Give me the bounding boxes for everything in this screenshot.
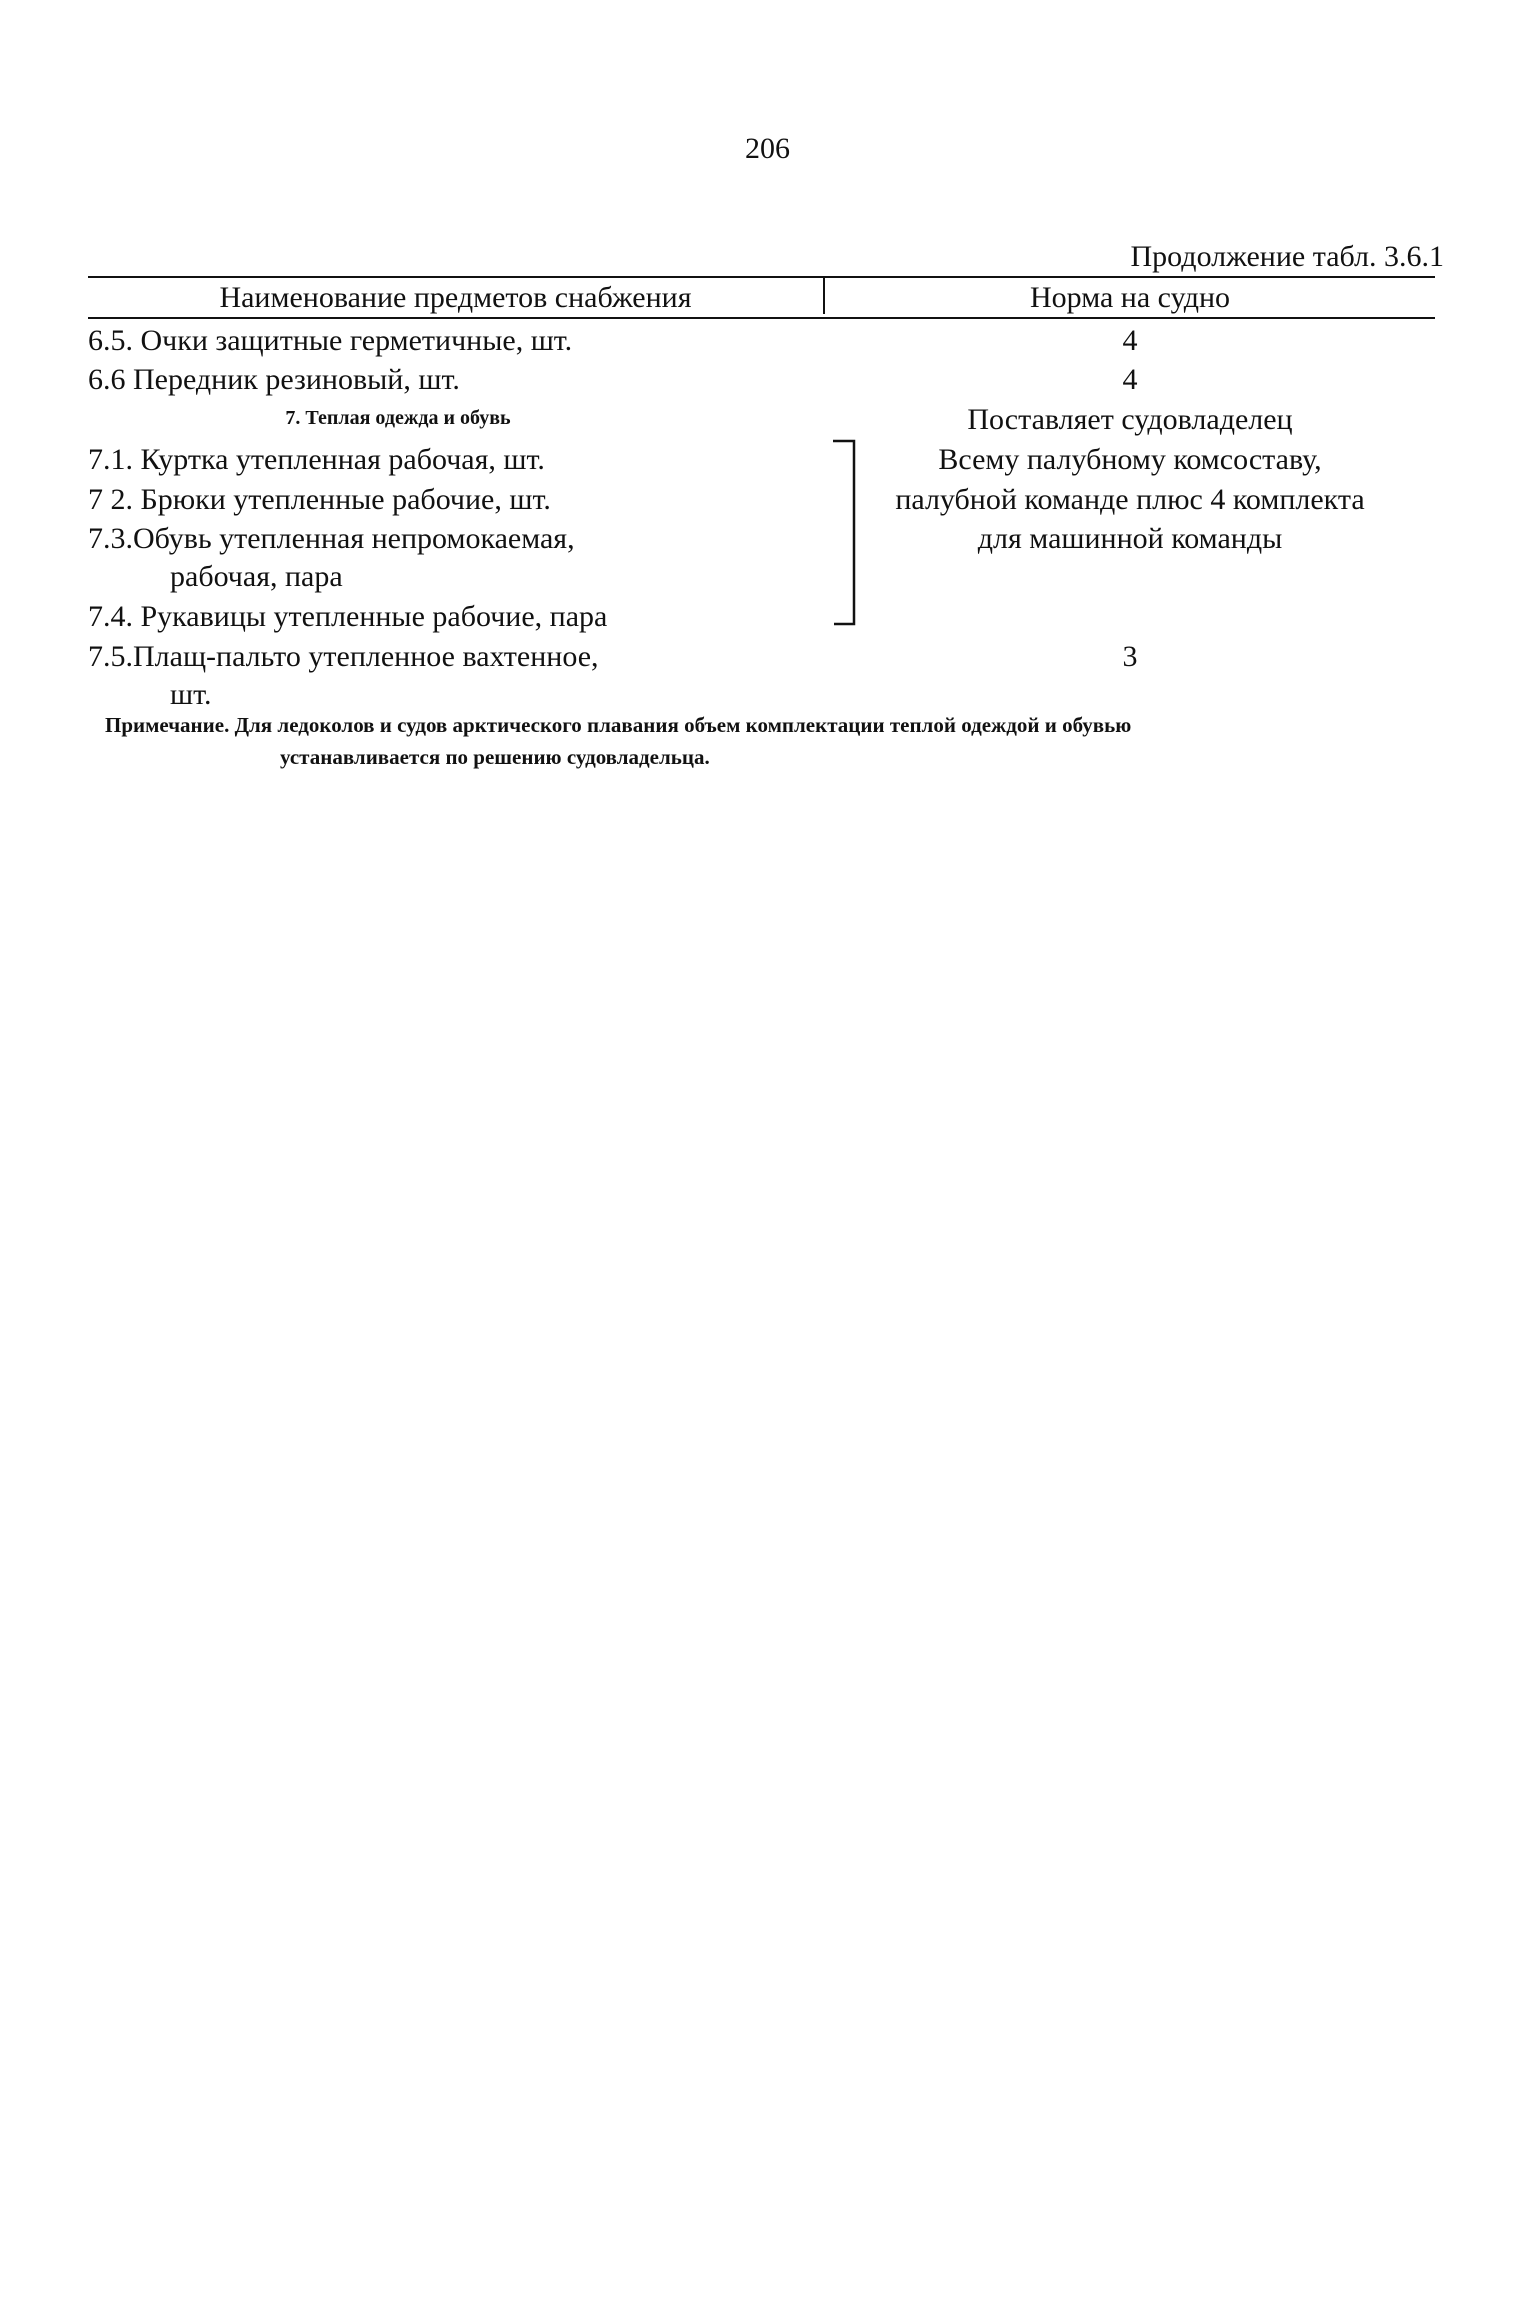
row-name-continuation: рабочая, пара bbox=[170, 560, 343, 593]
row-norm: Поставляет судовладелец bbox=[967, 403, 1293, 436]
page-number: 206 bbox=[745, 132, 790, 165]
row-norm: палубной команде плюс 4 комплекта bbox=[895, 483, 1365, 516]
table-note: Примечание. Для ледоколов и судов арктического плавания объем комплектации теплой одеждой и обувью bbox=[105, 713, 1132, 737]
table-note-continuation: устанавливается по решению судовладельца. bbox=[280, 745, 710, 769]
row-name: 6.5. Очки защитные герметичные, шт. bbox=[88, 324, 573, 357]
row-name: 7 2. Брюки утепленные рабочие, шт. bbox=[88, 483, 551, 516]
row-name: 7.1. Куртка утепленная рабочая, шт. bbox=[88, 443, 545, 476]
row-norm: 4 bbox=[1122, 324, 1138, 357]
row-norm: 3 bbox=[1122, 640, 1138, 673]
row-norm: для машинной команды bbox=[977, 522, 1283, 555]
row-norm: Всему палубному комсоставу, bbox=[938, 443, 1322, 476]
table-continuation-label: Продолжение табл. 3.6.1 bbox=[1130, 240, 1444, 273]
row-name-continuation: шт. bbox=[170, 678, 212, 711]
section-heading: 7. Теплая одежда и обувь bbox=[285, 407, 511, 429]
row-name: 7.5.Плащ-пальто утепленное вахтенное, bbox=[88, 640, 599, 673]
row-name: 7.4. Рукавицы утепленные рабочие, пара bbox=[88, 600, 608, 633]
row-name: 6.6 Передник резиновый, шт. bbox=[88, 363, 460, 396]
row-name: 7.3.Обувь утепленная непромокаемая, bbox=[88, 522, 575, 555]
table-top-rule bbox=[88, 276, 1435, 278]
table-header-rule bbox=[88, 317, 1435, 319]
column-header-norm: Норма на судно bbox=[1029, 281, 1231, 314]
row-norm: 4 bbox=[1122, 363, 1138, 396]
column-header-name: Наименование предметов снабжения bbox=[219, 281, 692, 314]
